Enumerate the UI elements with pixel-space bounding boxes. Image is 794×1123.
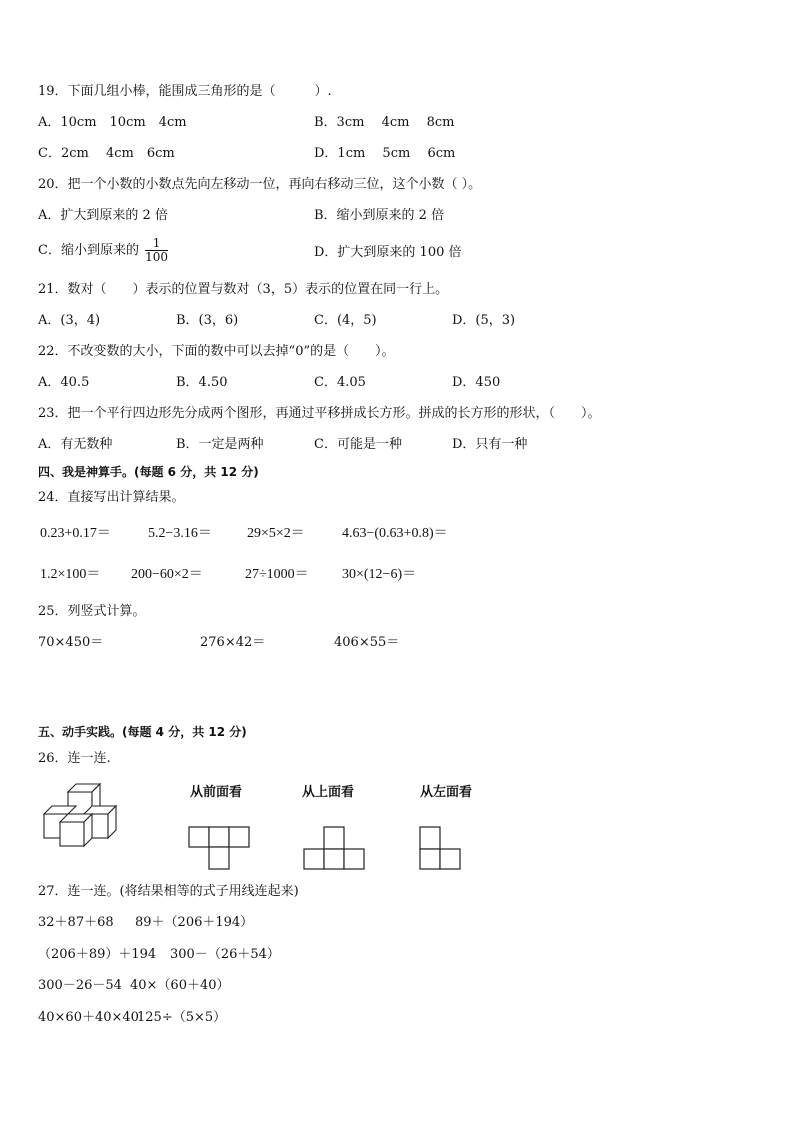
q23-option-c: C．可能是一种 xyxy=(314,437,402,452)
view-top-label: 从上面看 xyxy=(302,785,355,800)
q27-row-1-left: 32＋87＋68 xyxy=(38,915,114,930)
q24-expr-3: 29×5×2＝ xyxy=(247,526,305,541)
q24-expr-7: 27÷1000＝ xyxy=(245,567,309,582)
q27-row-2-right: 300－（26＋54） xyxy=(170,947,280,962)
q23-stem: 23．把一个平行四边形先分成两个图形，再通过平移拼成长方形。拼成的长方形的形状，（ ）。 xyxy=(38,406,601,421)
q24-stem: 24．直接写出计算结果。 xyxy=(38,490,185,505)
front-view-shape xyxy=(188,826,250,872)
q21-option-a: A．(3，4) xyxy=(38,313,101,328)
q24-expr-5: 1.2×100＝ xyxy=(40,567,101,582)
q27-stem: 27．连一连。(将结果相等的式子用线连起来) xyxy=(38,884,299,899)
q27-row-3-right: 40×（60＋40） xyxy=(130,978,230,993)
q22-stem: 22．不改变数的大小，下面的数中可以去掉“0”的是（ ）。 xyxy=(38,344,395,359)
q22-option-a: A．40.5 xyxy=(38,375,90,390)
q24-expr-8: 30×(12−6)＝ xyxy=(342,567,417,582)
fraction-numerator: 1 xyxy=(145,237,168,251)
section-5-heading: 五、动手实践。(每题 4 分，共 12 分) xyxy=(38,725,247,739)
q19-option-b: B．3cm 4cm 8cm xyxy=(314,115,455,130)
q25-item-3: 406×55＝ xyxy=(334,635,400,650)
fraction xyxy=(145,237,168,264)
fraction-denominator: 100 xyxy=(145,250,168,264)
q24-expr-2: 5.2−3.16＝ xyxy=(148,526,212,541)
q20-option-d: D．扩大到原来的 100 倍 xyxy=(314,245,462,260)
left-view-shape xyxy=(419,826,465,872)
q25-item-1: 70×450＝ xyxy=(38,635,104,650)
q25-item-2: 276×42＝ xyxy=(200,635,266,650)
q26-stem: 26．连一连. xyxy=(38,751,111,766)
cube-stack-figure xyxy=(40,780,140,850)
q25-stem: 25．列竖式计算。 xyxy=(38,604,146,619)
q19-option-d: D．1cm 5cm 6cm xyxy=(314,146,456,161)
q27-row-4-right: 125÷（5×5） xyxy=(137,1010,227,1025)
q19-option-a: A．10cm 10cm 4cm xyxy=(38,115,187,130)
q24-expr-1: 0.23+0.17＝ xyxy=(40,526,111,541)
q27-row-2-left: （206＋89）＋194 xyxy=(38,947,157,962)
q27-row-3-left: 300－26－54 xyxy=(38,978,122,993)
q20-option-c xyxy=(38,236,168,266)
top-view-shape xyxy=(303,826,367,872)
q27-row-1-right: 89＋（206＋194） xyxy=(135,915,254,930)
q20-option-b: B．缩小到原来的 2 倍 xyxy=(314,208,445,223)
q22-option-d: D．450 xyxy=(452,375,501,390)
q20-option-c-text: C．缩小到原来的 xyxy=(38,243,139,258)
q24-expr-6: 200−60×2＝ xyxy=(131,567,203,582)
q19-option-c: C．2cm 4cm 6cm xyxy=(38,146,175,161)
q22-option-c: C．4.05 xyxy=(314,375,366,390)
q23-option-d: D．只有一种 xyxy=(452,437,528,452)
q21-stem: 21．数对（ ）表示的位置与数对（3，5）表示的位置在同一行上。 xyxy=(38,282,449,297)
view-left-label: 从左面看 xyxy=(420,785,473,800)
q21-option-b: B．(3，6) xyxy=(176,313,239,328)
view-front-label: 从前面看 xyxy=(190,785,243,800)
q23-option-b: B．一定是两种 xyxy=(176,437,264,452)
section-4-heading: 四、我是神算手。(每题 6 分，共 12 分) xyxy=(38,465,259,479)
q21-option-d: D．(5，3) xyxy=(452,313,516,328)
q19-stem: 19．下面几组小棒，能围成三角形的是（ ）. xyxy=(38,84,332,99)
q20-stem: 20．把一个小数的小数点先向左移动一位，再向右移动三位，这个小数（ ）。 xyxy=(38,177,482,192)
q21-option-c: C．(4，5) xyxy=(314,313,377,328)
q20-option-a: A．扩大到原来的 2 倍 xyxy=(38,208,168,223)
q23-option-a: A．有无数种 xyxy=(38,437,113,452)
q24-expr-4: 4.63−(0.63+0.8)＝ xyxy=(342,526,448,541)
q22-option-b: B．4.50 xyxy=(176,375,228,390)
q27-row-4-left: 40×60＋40×40 xyxy=(38,1010,139,1025)
